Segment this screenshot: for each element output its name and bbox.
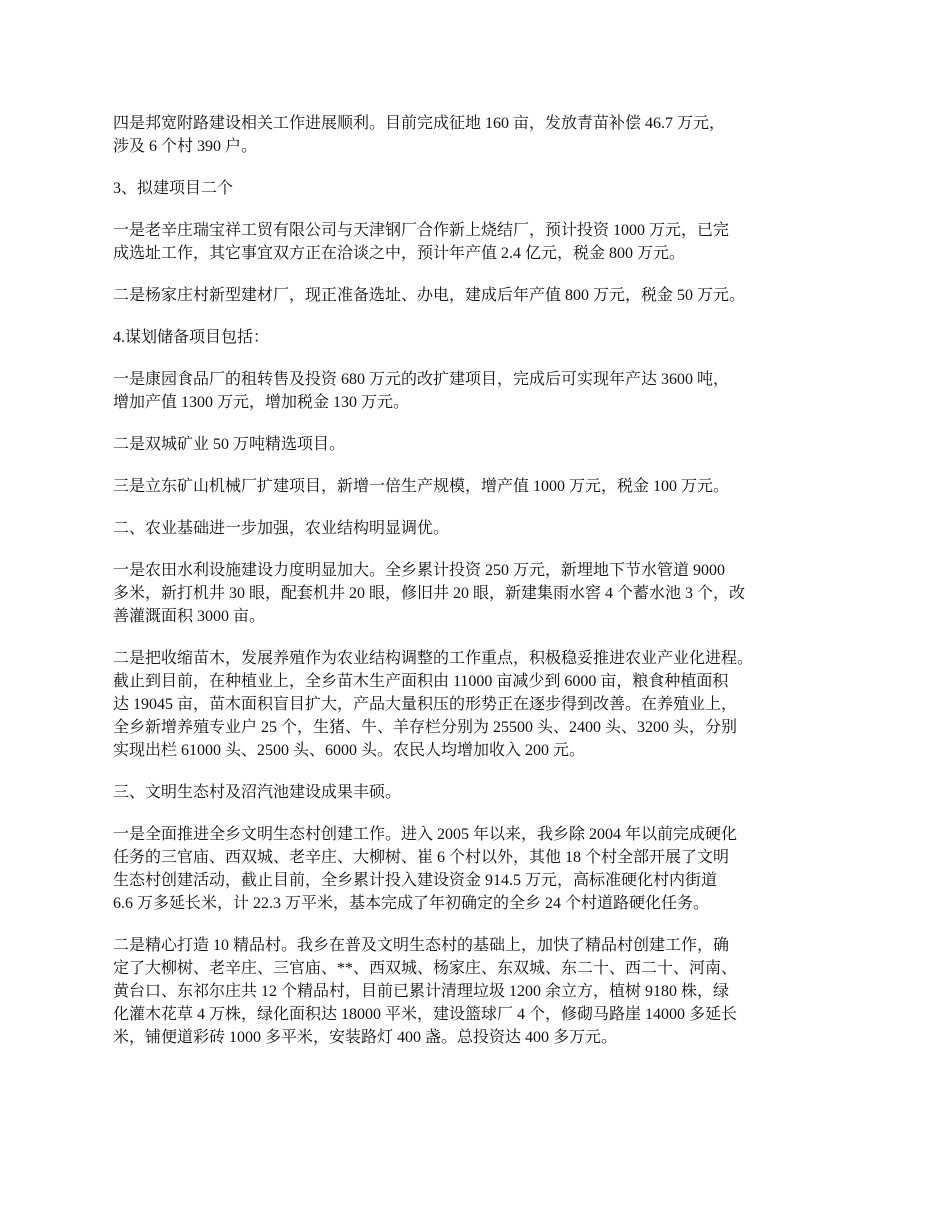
text-line: 二是杨家庄村新型建材厂，现正准备选址、办电，建成后年产值 800 万元，税金 50 万元。: [113, 287, 746, 304]
text-line: 二是精心打造 10 精品村。我乡在普及文明生态村的基础上，加快了精品村创建工作，确: [113, 937, 730, 954]
text-line: 4.谋划储备项目包括：: [113, 329, 270, 346]
text-line: 定了大柳树、老辛庄、三官庙、**、西双城、杨家庄、东双城、东二十、西二十、河南、: [113, 960, 738, 977]
text-line: 实现出栏 61000 头、2500 头、6000 头。农民人均增加收入 200 元。: [113, 742, 586, 759]
paragraph-10: [113, 559, 843, 628]
text-line: 四是邦宽附路建设相关工作进展顺利。目前完成征地 160 亩，发放青苗补偿 46.7 万元，: [113, 115, 726, 132]
paragraph-3: [113, 219, 843, 265]
text-line: 黄台口、东祁尔庄共 12 个精品村，目前已累计清理垃圾 1200 余立方，植树 9180 株，绿: [113, 983, 730, 1000]
text-line: 二是双城矿业 50 万吨精选项目。: [113, 436, 346, 453]
paragraph-8: [113, 475, 843, 498]
paragraph-4: [113, 284, 843, 307]
text-line: 涉及 6 个村 390 户。: [113, 138, 258, 155]
section-heading: [113, 517, 843, 540]
text-line: 3、拟建项目二个: [113, 180, 234, 197]
text-line: 成选址工作，其它事宜双方正在洽谈之中，预计年产值 2.4 亿元，税金 800 万元。: [113, 245, 686, 262]
section-heading: [113, 781, 843, 804]
paragraph-7: [113, 433, 843, 456]
text-line: 截止到目前，在种植业上，全乡苗木生产面积由 11000 亩减少到 6000 亩，粮食种植面积: [113, 673, 729, 690]
text-line: 全乡新增养殖专业户 25 个，生猪、牛、羊存栏分别为 25500 头、2400 头、3200 头，分别: [113, 719, 738, 736]
paragraph-1: [113, 112, 843, 158]
text-line: 达 19045 亩，苗木面积盲目扩大，产品大量积压的形势正在逐步得到改善。在养殖业上，: [113, 696, 738, 713]
text-line: 一是全面推进全乡文明生态村创建工作。进入 2005 年以来，我乡除 2004 年以前完成硬化: [113, 826, 738, 843]
paragraph-11: [113, 647, 843, 762]
text-line: 一是康园食品厂的租转售及投资 680 万元的改扩建项目，完成后可实现年产达 3600 吨，: [113, 371, 730, 388]
text-line: 二是把收缩苗木，发展养殖作为农业结构调整的工作重点，积极稳妥推进农业产业化进程。: [113, 650, 754, 667]
text-line: 任务的三官庙、西双城、老辛庄、大柳树、崔 6 个村以外，其他 18 个村全部开展了文明: [113, 849, 730, 866]
document-page: [113, 112, 843, 1068]
text-line: 多米，新打机井 30 眼，配套机井 20 眼，修旧井 20 眼，新建集雨水窖 4 个蓄水池 3 个，改: [113, 585, 746, 602]
text-line: 一是农田水利设施建设力度明显加大。全乡累计投资 250 万元，新埋地下节水管道 9000: [113, 562, 726, 579]
text-line: 三是立东矿山机械厂扩建项目，新增一倍生产规模，增产值 1000 万元，税金 100 万元。: [113, 478, 730, 495]
paragraph-13: [113, 823, 843, 915]
paragraph-14: [113, 934, 843, 1049]
text-line: 化灌木花草 4 万株，绿化面积达 18000 平米，建设篮球厂 4 个，修砌马路崖 14000 多延长: [113, 1006, 738, 1023]
text-line: 一是老辛庄瑞宝祥工贸有限公司与天津钢厂合作新上烧结厂，预计投资 1000 万元，已完: [113, 222, 730, 239]
text-line: 生态村创建活动，截止目前，全乡累计投入建设资金 914.5 万元，高标准硬化村内街道: [113, 872, 718, 889]
section-heading: [113, 177, 843, 200]
text-line: 善灌溉面积 3000 亩。: [113, 608, 266, 625]
text-line: 二、农业基础进一步加强，农业结构明显调优。: [113, 520, 450, 537]
paragraph-6: [113, 368, 843, 414]
text-line: 三、文明生态村及沼汽池建设成果丰硕。: [113, 784, 402, 801]
text-line: 米，铺便道彩砖 1000 多平米，安装路灯 400 盏。总投资达 400 多万元。: [113, 1029, 618, 1046]
section-heading: [113, 326, 843, 349]
text-line: 6.6 万多延长米，计 22.3 万平米，基本完成了年初确定的全乡 24 个村道路硬化任务。: [113, 895, 710, 912]
text-line: 增加产值 1300 万元，增加税金 130 万元。: [113, 394, 410, 411]
